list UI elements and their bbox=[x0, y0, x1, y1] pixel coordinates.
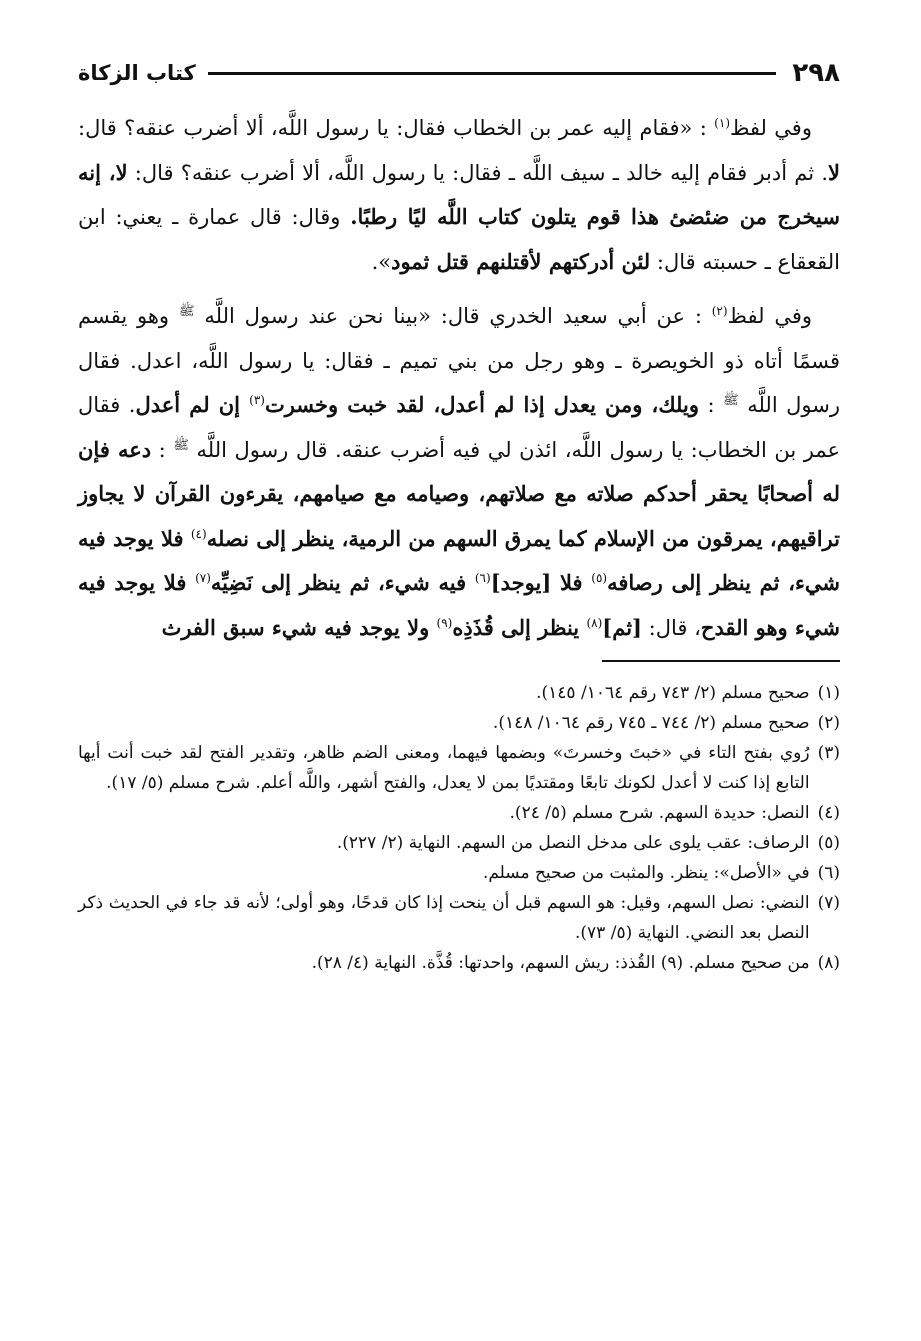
p2-bold-c: دعه فإن له أصحابًا يحقر أحدكم صلاته مع صلاتهم، وصيامه مع صيامهم، يقرءون القرآن لا يجاوز تراقيهم، يمرقون من الإسلام كما يمرق السهم من الرمية، ينظر إلى نصله bbox=[78, 436, 840, 551]
p2-bold-e: فلا [يوجد] bbox=[490, 570, 592, 595]
footnote-7 bbox=[78, 888, 840, 948]
p2-bold-h: [ثم] bbox=[602, 614, 642, 640]
footnote-1 bbox=[78, 678, 840, 708]
footnote-text: في «الأصل»: ينظر. والمثبت من صحيح مسلم. bbox=[482, 863, 810, 883]
footnote-ref-6: (٦) bbox=[474, 571, 491, 585]
p1-bold-c: لئن أدركتهم لأقتلنهم قتل ثمود bbox=[391, 248, 651, 274]
p2-text-d: . فقال عمر بن الخطاب: يا رسول اللَّه، ائذن لي فيه أضرب عنقه. قال رسول اللَّه bbox=[78, 393, 840, 462]
footnote-text: النصل: حديدة السهم. شرح مسلم (٥/ ٢٤). bbox=[509, 803, 810, 823]
p2-lead: وفي لفظ bbox=[727, 304, 812, 328]
footnote-number: (٦) bbox=[817, 863, 840, 883]
footnote-ref-5: (٥) bbox=[591, 571, 608, 585]
p2-bold-b: إن لم أعدل bbox=[135, 392, 250, 417]
footnote-number: (٢) bbox=[817, 713, 840, 733]
footnote-ref-4: (٤) bbox=[190, 526, 207, 541]
footnote-8 bbox=[78, 948, 840, 978]
footnote-4 bbox=[78, 798, 840, 828]
p2-text-f: ، قال: bbox=[641, 615, 701, 640]
honorific-1: ﷺ bbox=[178, 304, 195, 319]
page-number: ٢٩٨ bbox=[792, 58, 840, 88]
footnote-number: (٣) bbox=[817, 743, 840, 763]
footnote-ref-8: (٨) bbox=[586, 615, 603, 630]
footnote-number: (٧) bbox=[817, 893, 840, 913]
footnote-6 bbox=[78, 858, 840, 888]
p1-text-a: : «فقام إليه عمر بن الخطاب فقال: يا رسول اللَّه، ألا أضرب عنقه؟ قال: bbox=[78, 116, 715, 140]
header-rule bbox=[208, 72, 777, 75]
honorific-2: ﷺ bbox=[723, 393, 739, 408]
footnote-text: الرصاف: عقب يلوى على مدخل النصل من السهم. النهاية (٢/ ٢٢٧). bbox=[336, 833, 810, 853]
p2-bold-f: فيه شيء، ثم ينظر إلى نَضِيِّه bbox=[210, 570, 475, 595]
paragraph-2 bbox=[78, 294, 840, 650]
footnote-ref-7: (٧) bbox=[195, 571, 211, 585]
footnote-ref-2: (٢) bbox=[711, 304, 728, 318]
book-title: كتاب الزكاة bbox=[78, 61, 196, 85]
footnote-ref-9: (٩) bbox=[436, 615, 453, 630]
p1-lead: وفي لفظ bbox=[730, 116, 812, 140]
footnote-text: النضي: نصل السهم، وقيل: هو السهم قبل أن ينحت إذا كان قدحًا، وهو أولى؛ لأنه قد جاء في الحديث ذكر النصل بعد النضي. النهاية (٥/ ٧٣). bbox=[78, 893, 810, 943]
footnote-text: رُوي بفتح التاء في «خبتَ وخسرتَ» وبضمها فيهما، ومعنى الضم ظاهر، وتقدير الفتح لقد خبت أنت أيها التابع إذا كنت لا أعدل لكونك تابعًا ومقتديًا بمن لا يعدل، والفتح أشهر، واللَّه أعلم. شرح مسلم (٥/ ١٧). bbox=[78, 743, 810, 793]
body-text bbox=[78, 106, 840, 650]
paragraph-1 bbox=[78, 106, 840, 284]
footnote-text: من صحيح مسلم. (٩) القُذذ: ريش السهم، واحدتها: قُذَّة. النهاية (٤/ ٢٨). bbox=[311, 953, 810, 973]
p2-bold-d: فلا يوجد فيه شيء، ثم ينظر إلى رصافه bbox=[78, 525, 840, 595]
p1-bold-a: لا bbox=[828, 159, 840, 185]
p1-text-c: وقال: قال عمارة ـ يعني: ابن القعقاع ـ حسبته قال: bbox=[78, 205, 840, 274]
footnote-separator bbox=[602, 660, 840, 662]
footnote-3 bbox=[78, 738, 840, 798]
p2-text-b: وهو يقسم قسمًا أتاه ذو الخويصرة ـ وهو رجل من بني تميم ـ فقال: يا رسول اللَّه، اعدل. فقال رسول اللَّه bbox=[78, 304, 840, 417]
p2-bold-a: ويلك، ومن يعدل إذا لم أعدل، لقد خبت وخسرت bbox=[264, 392, 699, 417]
page-header bbox=[78, 56, 840, 90]
p2-text-e: : bbox=[151, 437, 174, 462]
footnote-number: (٥) bbox=[817, 833, 840, 853]
footnote-number: (٨) bbox=[817, 953, 840, 973]
p1-bold-b: لا، إنه سيخرج من ضئضئ هذا قوم يتلون كتاب اللَّه ليًا رطبًا. bbox=[78, 159, 840, 229]
footnote-5 bbox=[78, 828, 840, 858]
honorific-3: ﷺ bbox=[173, 437, 189, 453]
footnote-number: (١) bbox=[817, 683, 840, 703]
p2-bold-g: فلا يوجد فيه شيء وهو القدح bbox=[78, 570, 840, 640]
p1-text-d: ». bbox=[371, 249, 392, 274]
p2-bold-i: ينظر إلى قُذَذِه bbox=[452, 614, 587, 640]
footnote-text: صحيح مسلم (٢/ ٧٤٤ ـ ٧٤٥ رقم ١٠٦٤/ ١٤٨). bbox=[492, 713, 810, 733]
footnote-ref-3: (٣) bbox=[249, 393, 265, 407]
footnote-number: (٤) bbox=[817, 803, 840, 823]
p1-text-b: . ثم أدبر فقام إليه خالد ـ سيف اللَّه ـ فقال: يا رسول اللَّه، ألا أضرب عنقه؟ قال: bbox=[127, 160, 829, 185]
document-page bbox=[78, 56, 840, 978]
p2-text-a: : عن أبي سعيد الخدري قال: «بينا نحن عند رسول اللَّه bbox=[194, 304, 712, 328]
footnotes bbox=[78, 678, 840, 978]
footnote-2 bbox=[78, 708, 840, 738]
footnote-text: صحيح مسلم (٢/ ٧٤٣ رقم ١٠٦٤/ ١٤٥). bbox=[536, 683, 810, 703]
p2-text-c: : bbox=[698, 393, 724, 417]
footnote-ref-1: (١) bbox=[714, 116, 730, 130]
p2-bold-j: ولا يوجد فيه شيء سبق الفرث bbox=[161, 614, 437, 640]
